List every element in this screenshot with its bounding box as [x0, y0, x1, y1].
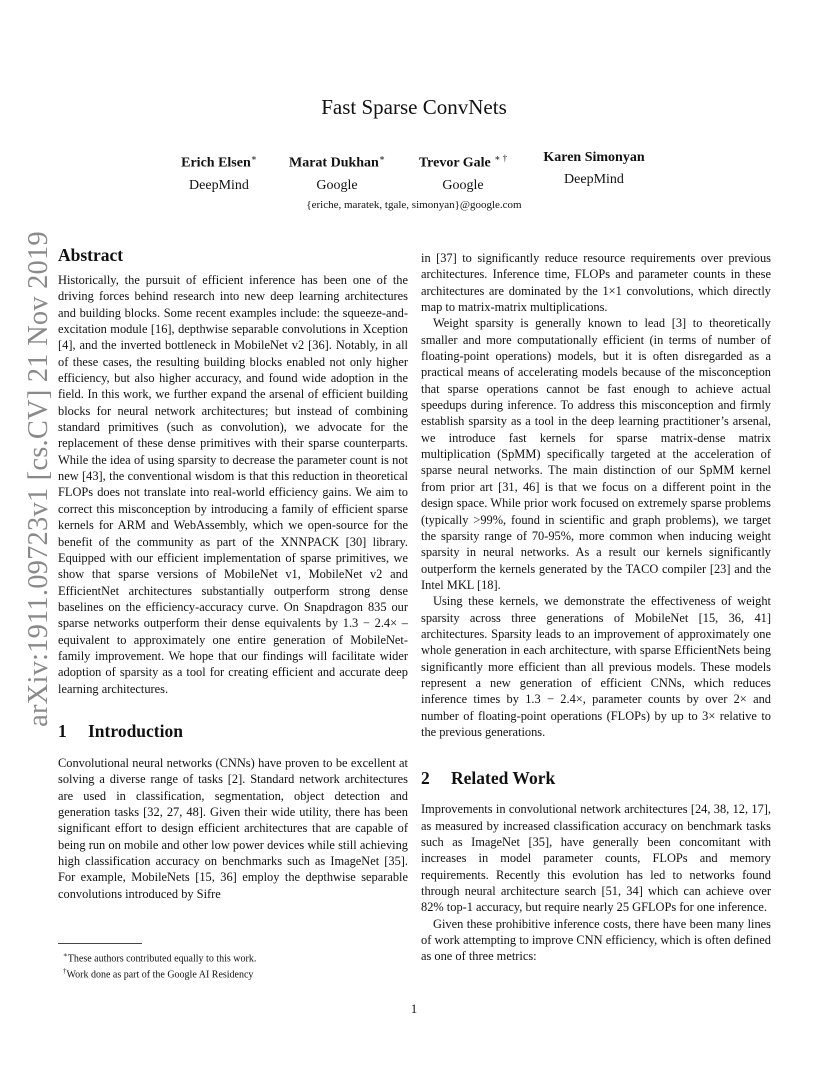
abstract-text: Historically, the pursuit of efficient inference has been one of the driving forces behind research into new deep learning architectures and building blocks. Some recent examples include: the squeeze-and-excitation module [16], depthwise separable convolutions in Xception [4], and the inverted bottleneck in MobileNet v2 [36]. Notably, in all of these cases, the resulting building blocks enabled not only higher efficiency, but also higher accuracy, and found wide adoption in the field. In this work, we further expand the arsenal of efficient building blocks for neural network architectures; but instead of combining standard primitives (such as convolution), we advocate for the replacement of these dense primitives with their sparse counterparts. While the idea of using sparsity to decrease the parameter count is not new [43], the conventional wisdom is that this reduction in theoretical FLOPs does not translate into real-world efficiency gains. We aim to correct this misconception by introducing a family of efficient sparse kernels for ARM and WebAssembly, which we open-source for the benefit of the community as part of the XNNPACK [30] library. Equipped with our efficient implementation of sparse primitives, we show that sparse versions of MobileNet v1, MobileNet v2 and EfficientNet architectures substantially outperform strong dense baselines on the efficiency-accuracy curve. On Snapdragon 835 our sparse networks outperform their dense equivalents by 1.3 − 2.4× – equivalent to approximately one entire generation of MobileNet-family improvement. We hope that our findings will facilitate wider adoption of sparsity as a tool for creating efficient and accurate deep learning architectures.: [58, 273, 408, 696]
related-work-paragraph: Given these prohibitive inference costs, there have been many lines of work attempting to improve CNN efficiency, which is often defined as one of three metrics:: [421, 916, 771, 964]
author-name: Marat Dukhan: [289, 155, 379, 171]
author-affiliation: DeepMind: [189, 177, 249, 193]
author-3: [393, 148, 533, 198]
section-number: 1: [58, 720, 67, 741]
right-column: [421, 250, 771, 965]
section-title: Related Work: [451, 768, 556, 789]
related-work-paragraph: Improvements in convolutional network architectures [24, 38, 12, 17], as measured by increased classification accuracy on benchmark tasks such as ImageNet [35], have generally been concomitant with increases in model parameter counts, FLOPs and memory requirements. Recently this evolution has led to networks found through neural architecture search [51, 34] which can achieve over 82% top-1 accuracy, but require nearly 25 GFLOPs for one inference.: [421, 802, 771, 915]
footnote: [58, 949, 418, 965]
author-mark: ∗: [378, 153, 385, 163]
footnote-text: Work done as part of the Google AI Residency: [66, 969, 254, 981]
abstract-heading: Abstract: [58, 245, 124, 265]
left-column: [58, 243, 408, 902]
author-2: [267, 148, 407, 198]
author-mark: ∗: [250, 153, 257, 163]
author-affiliation: Google: [442, 177, 484, 193]
author-name: Trevor Gale: [418, 155, 491, 171]
author-emails: {eriche, maratek, tgale, simonyan}@google.com: [306, 199, 522, 211]
paper-title: Fast Sparse ConvNets: [321, 95, 507, 119]
author-name: Karen Simonyan: [543, 150, 645, 165]
footnote-divider: [58, 943, 142, 944]
section-number: 2: [421, 768, 430, 789]
author-block: [0, 148, 828, 194]
arxiv-stamp: [14, 231, 64, 727]
section-heading-introduction: [58, 719, 408, 743]
introduction-paragraph: Using these kernels, we demonstrate the effectiveness of weight sparsity across three generations of MobileNet [15, 36, 41] architectures. Sparsity leads to an improvement of approximately one whole generation in each architecture, with sparse EfficientNets being significantly more efficient than all previous models. These models represent a new generation of efficient CNNs, which reduces inference times by 1.3 − 2.4×, parameter counts by over 2× and number of floating-point operations (FLOPs) by up to 3× relative to the previous generations.: [421, 594, 771, 739]
footnotes: [58, 949, 418, 982]
author-affiliation: DeepMind: [564, 172, 624, 187]
section-title: Introduction: [88, 720, 183, 741]
footnote-text: These authors contributed equally to this work.: [67, 953, 257, 965]
footnote-mark: ∗: [63, 951, 68, 959]
section-heading-related-work: [421, 766, 771, 790]
author-4: [524, 148, 664, 192]
introduction-paragraph: in [37] to significantly reduce resource requirements over previous architectures. Inference time, FLOPs and parameter counts in these architectures are dominated by the 1×1 convolutions, which directly map to matrix-matrix multiplications.: [421, 251, 771, 315]
page-number: 1: [410, 1002, 418, 1016]
footnote: [58, 965, 418, 981]
footnote-mark: †: [63, 967, 67, 976]
author-name: Erich Elsen: [181, 155, 251, 171]
author-affiliation: Google: [316, 177, 358, 193]
arxiv-stamp-text: arXiv:1911.09723v1 [cs.CV] 21 Nov 2019: [23, 231, 54, 727]
introduction-paragraph: Convolutional neural networks (CNNs) have proven to be excellent at solving a diverse range of tasks [2]. Standard network architectures are used in classification, segmentation, object detection and generation tasks [32, 27, 48]. Given their wide utility, there has been significant effort to design efficient architectures that are capable of being run on mobile and other low power devices while still achieving high classification accuracy on benchmarks such as ImageNet [35]. For example, MobileNets [15, 36] employ the depthwise separable convolutions introduced by Sifre: [58, 755, 408, 901]
author-mark: ∗ †: [494, 153, 508, 163]
introduction-paragraph: Weight sparsity is generally known to lead [3] to theoretically smaller and more computationally efficient (in terms of number of floating-point operations) models, but it is often disregarded as a practical means of accelerating models because of the misconception that sparse operations cannot be fast enough to achieve actual speedups during inference. To address this misconception and firmly establish sparsity as a tool in the deep learning practitioner’s arsenal, we introduce fast kernels for sparse matrix-dense matrix multiplication (SpMM) specifically targeted at the acceleration of sparse neural networks. The main distinction of our SpMM kernel from prior art [31, 46] is that we focus on a different point in the design space. While prior work focused on extremely sparse problems (typically >99%, found in scientific and graph problems), we target the sparsity range of 70-95%, more common when inducing weight sparsity in neural networks. As a result our kernels significantly outperform the kernels generated by the TACO compiler [23] and the Intel MKL [18].: [421, 316, 771, 592]
